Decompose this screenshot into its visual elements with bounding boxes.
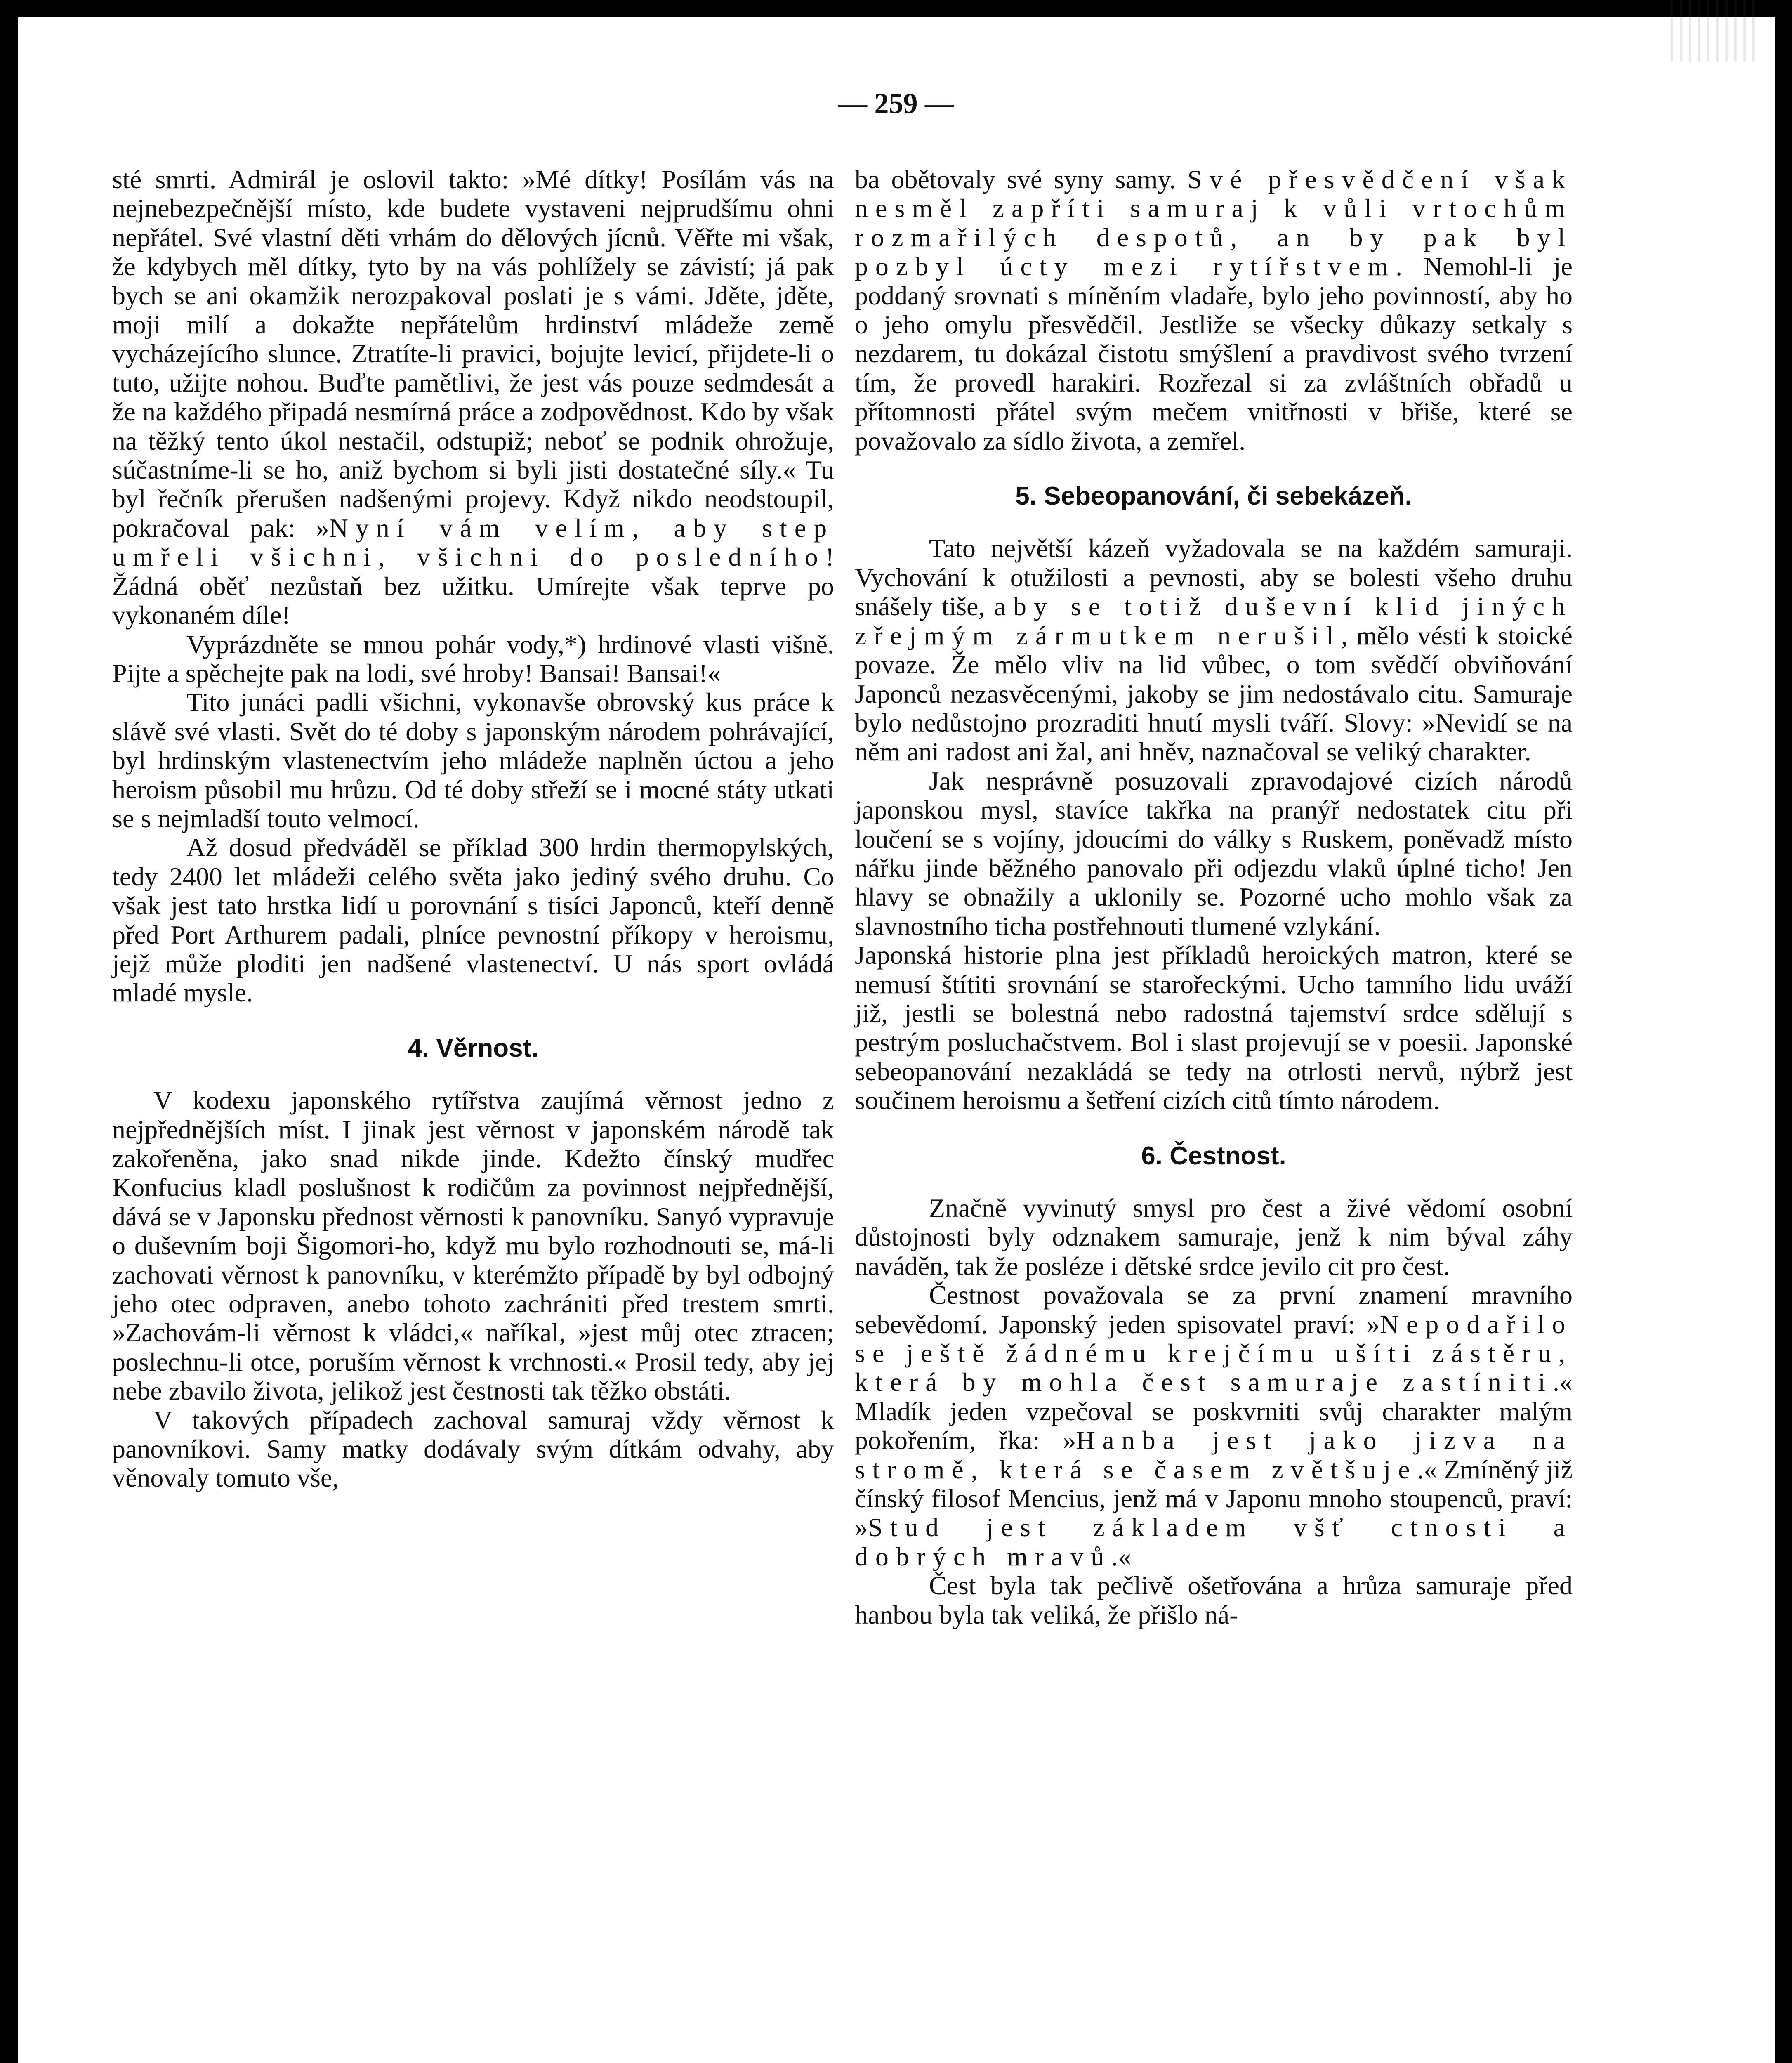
scan-border-top (0, 0, 1792, 17)
spaced-emphasis: Stud jest základem všť ctnosti a dobrých mravů (855, 1513, 1573, 1571)
paragraph-text: .« (1111, 1541, 1132, 1571)
scan-border-left (0, 0, 18, 2063)
section-heading: 6. Čestnost. (1141, 1141, 1286, 1170)
scan-corner-artifact (1671, 0, 1761, 62)
spaced-emphasis: Nepodařilo se ještě žádnému krejčímu ušíti zástěru, která by mohla čest samuraje zastíniti (855, 1309, 1573, 1397)
section-heading: 5. Sebeopanování, či sebekázeň. (1015, 482, 1412, 511)
paragraph-text: .« Zmíněný již čínský filosof Mencius, jenž má v Japonu mnoho stoupenců, praví: » (855, 1454, 1573, 1542)
paragraph: Tito junáci padli všichni, vykonavše obrovský kus práce k slávě své vlasti. Svět do té doby s japonským národem pohrávající, byl hrdinským vlastenectvím jeho mládeže naplněn úctou a jeho heroism působil mu hrůzu. Od té doby střeží se i mocné státy utkati se s nejmladší touto velmocí. (112, 687, 834, 833)
paragraph-text: ! Žádná oběť nezůstaň bez užitku. Umírejte však teprve po vykonaném díle! (112, 542, 834, 630)
left-column (112, 165, 834, 1493)
paragraph (112, 165, 834, 630)
paragraph: V takových případech zachoval samuraj vždy věrnost k panovníkovi. Samy matky dodávaly svým dítkám odvahy, aby věnovaly tomuto vše, (112, 1405, 834, 1493)
spaced-emphasis: aby se totiž duševní klid jiných zřejmým zármutkem nerušil (855, 592, 1573, 650)
section-heading: 4. Věrnost. (408, 1034, 539, 1062)
paragraph: Čest byla tak pečlivě ošetřována a hrůza samuraje před hanbou byla tak veliká, že přišlo ná- (855, 1571, 1573, 1629)
right-column (855, 165, 1573, 1629)
paragraph-text: Tato největší kázeň vyžadovala se na každém samuraji. Vychování k otužilosti a pevnosti, aby se bolesti všeho druhu snášely tiše, (855, 533, 1573, 621)
paragraph-text: .« Mladík jeden vzpečoval se poskvrniti svůj charakter malým pokořením, řka: » (855, 1367, 1573, 1455)
paragraph (855, 1281, 1573, 1571)
paragraph (855, 534, 1573, 766)
paragraph: Až dosud předváděl se příklad 300 hrdin thermopylských, tedy 2400 let mládeži celého světa jako jediný svého druhu. Co však jest tato hrstka lidí u porovnání s tisíci Japonců, kteří denně před Port Arthurem padali, plníce pevnostní příkopy v heroismu, jejž může ploditi jen nadšené vlastenectví. U nás sport ovládá mladé mysle. (112, 833, 834, 1008)
paragraph: V kodexu japonského rytířstva zaujímá věrnost jedno z nejpřednějších míst. I jinak jest věrnost v japonském národě tak zakořeněna, jako snad nikde jinde. Kdežto čínský mudřec Konfucius kladl poslušnost k rodičům za povinnost nejpřednější, dává se v Japonsku přednost věrnosti k panovníku. Sanyó vypravuje o duševním boji Šigomori-ho, když mu bylo rozhodnouti se, má-li zachovati věrnost k panovníku, v kterémžto případě by byl odbojný jeho otec odpraven, anebo tohoto zachrániti před trestem smrti. »Zachovám-li věrnost k vládci,« naříkal, »jest můj otec ztracen; poslechnu-li otce, poruším věrnost k vrchnosti.« Prosil tedy, aby jej nebe zbavilo života, jelikož jest čestnosti tak těžko obstáti. (112, 1086, 834, 1406)
paragraph-text: , mělo vésti k stoické povaze. Že mělo vliv na lid vůbec, o tom svědčí obviňování Japonců nezasvěcenými, jakoby se jim nedostávalo citu. Samuraje bylo nedůstojno prozraditi hnutí mysli tváří. Slovy: »Nevidí se na něm ani radost ani žal, ani hněv, naznačoval se veliký charakter. (855, 621, 1573, 767)
paragraph: Japonská historie plna jest příkladů heroických matron, které se nemusí štítiti srovnání se starořeckými. Ucho tamního lidu uváží již, jestli se bolestná nebo radostná tajemství srdce sdělují s pestrým posluchačstvem. Bol i slast projevují se v poesii. Japonské sebeopanování nezakládá se tedy na otrlosti nervů, nýbrž jest součinem heroismu a šetření cizích citů tímto národem. (855, 940, 1573, 1115)
spaced-emphasis: Nyní vám velím, aby step umřeli všichni, všichni do posledního (112, 513, 834, 572)
paragraph-text: ba obětovaly své syny samy. (855, 165, 1188, 194)
paragraph: Značně vyvinutý smysl pro čest a živé vědomí osobní důstojnosti byly odznakem samuraje, jenž k nim býval záhy naváděn, tak že posléze i dětské srdce jevilo cit pro čest. (855, 1193, 1573, 1281)
paragraph-text: . Nemohl-li je poddaný srovnati s míněním vladaře, bylo jeho povinností, aby ho o jeho omylu přesvědčil. Jestliže se všecky důkazy setkaly s nezdarem, tu dokázal čistotu smýšlení a pravdivost svého tvrzení tím, že provedl harakiri. Rozřezal si za zvláštních obřadů u přítomnosti přátel svým mečem vnitřnosti v břiše, které se považovalo za sídlo života, a zemřel. (855, 252, 1573, 456)
paragraph: Vyprázdněte se mnou pohár vody,*) hrdinové vlasti višně. Pijte a spěchejte pak na lodi, své hroby! Bansai! Bansai!« (112, 629, 834, 688)
scan-border-right (1775, 0, 1792, 2063)
paragraph: Jak nesprávně posuzovali zpravodajové cizích národů japonskou mysl, stavíce takřka na pranýř nedostatek citu při loučení se s vojíny, jdoucími do války s Ruskem, poněvadž místo nářku jinde běžného panovalo při odjezdu vlaků úplné ticho! Jen hlavy se obnažily a uklonily se. Pozorné ucho mohlo však za slavnostního ticha postřehnouti tlumené vzlykání. (855, 766, 1573, 941)
page-number: — 259 — (838, 88, 954, 120)
paragraph (855, 165, 1573, 456)
spaced-emphasis: Hanba jest jako jizva na stromě, která se časem zvětšuje (855, 1426, 1573, 1484)
paragraph-text: sté smrti. Admirál je oslovil takto: »Mé dítky! Posílám vás na nejnebezpečnější místo, kde budete vystaveni nejprudšímu ohni nepřátel. Své vlastní děti vrhám do dělových jícnů. Věřte mi však, že kdybych měl dítky, tyto by na vás pohlížely se závistí; já pak bych se ani okamžik nerozpakoval poslati je s vámi. Jděte, jděte, moji milí a dokažte nepřátelům hrdinství mládeže země vycházejícího slunce. Ztratíte-li pravici, bojujte levicí, přijdete-li o tuto, užijte nohou. Buďte pamětlivi, že jest vás pouze sedmdesát a že na každého připadá nesmírná práce a zodpovědnost. Kdo by však na těžký tento úkol nestačil, odstupiž; neboť se podnik ohrožuje, súčastníme-li se ho, aniž bychom si byli jisti dostatečné síly.« Tu byl řečník přerušen nadšenými projevy. Když nikdo neodstoupil, pokračoval pak: » (112, 165, 834, 543)
spaced-emphasis: Své přesvědčení však nesměl zapříti samuraj k vůli vrtochům rozmařilých despotů, an by pak byl pozbyl úcty mezi rytířstvem (855, 165, 1573, 281)
paragraph-text: Čestnost považovala se za první znamení mravního sebevědomí. Japonský jeden spisovatel praví: » (855, 1280, 1573, 1339)
